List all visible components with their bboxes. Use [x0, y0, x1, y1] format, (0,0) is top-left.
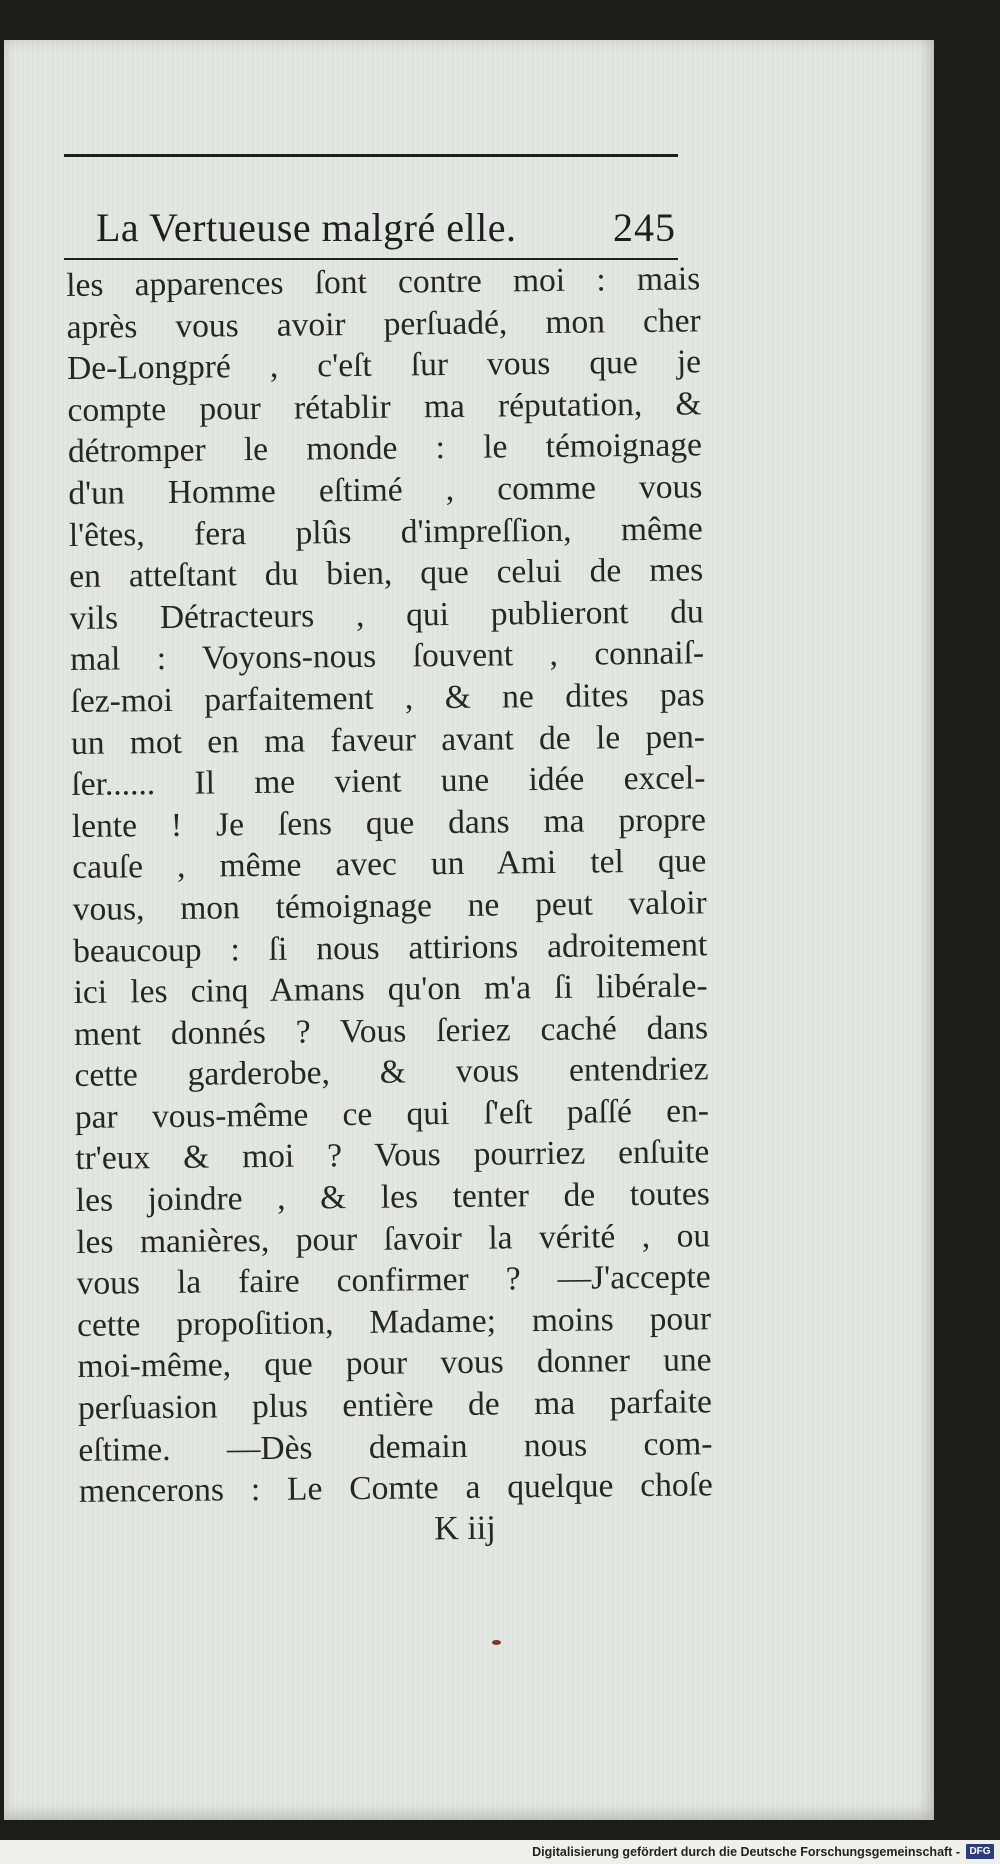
body-text: [66, 258, 713, 1512]
ink-spot: [492, 1640, 501, 1645]
dfg-logo-icon: DFG: [966, 1844, 994, 1859]
text-line: en atteſtant du bien, que celui de mes: [69, 551, 704, 596]
text-line: vous, mon témoignage ne peut valoir: [72, 884, 707, 928]
text-line: cette propoſition, Madame; moins pour: [76, 1300, 712, 1344]
text-line: mencerons : Le Comte a quelque choſe: [78, 1466, 714, 1511]
page-number: 245: [613, 205, 676, 250]
text-line: les apparences ſont contre moi : mais: [66, 260, 701, 304]
text-line: après vous avoir perſuadé, mon cher: [66, 301, 701, 346]
text-line: ici les cinq Amans qu'on m'a ſi libérale-: [73, 967, 708, 1012]
text-line: un mot en ma faveur avant de le pen-: [70, 717, 706, 762]
text-line: eſtime. —Dès demain nous com-: [78, 1424, 713, 1469]
text-line: lente ! Je ſens que dans ma propre: [71, 801, 707, 845]
running-header: [96, 200, 676, 256]
text-line: moi-même, que pour vous donner une: [77, 1341, 712, 1386]
text-line: tr'eux & moi ? Vous pourriez enſuite: [75, 1133, 710, 1178]
signature-mark: K iij: [434, 1509, 496, 1548]
text-line: compte pour rétablir ma réputation, &: [67, 385, 702, 429]
text-line: ment donnés ? Vous ſeriez caché dans: [73, 1009, 709, 1053]
running-title: La Vertueuse malgré elle.: [96, 205, 517, 250]
text-line: les joindre , & les tenter de toutes: [75, 1175, 710, 1220]
digitization-credit: Digitalisierung gefördert durch die Deutsche Forschungsgemeinschaft -: [532, 1845, 960, 1859]
text-line: cette garderobe, & vous entendriez: [74, 1050, 709, 1095]
text-line: détromper le monde : le témoignage: [67, 426, 703, 471]
digitization-footer: [0, 1840, 1000, 1864]
text-line: les manières, pour ſavoir la vérité , ou: [76, 1216, 711, 1261]
text-line: vous la faire confirmer ? —J'accepte: [76, 1258, 711, 1303]
text-line: ſez-moi parfaitement , & ne dites pas: [70, 676, 705, 720]
text-line: De-Longpré , c'eſt ſur vous que je: [66, 343, 702, 388]
text-line: ſer...... Il me vient une idée excel-: [71, 759, 706, 804]
text-line: d'un Homme eſtimé , comme vous: [68, 468, 703, 512]
text-line: beaucoup : ſi nous attirions adroitement: [72, 925, 708, 970]
header-rule-top: [64, 154, 678, 157]
text-line: cauſe , même avec un Ami tel que: [72, 842, 707, 887]
book-page: [4, 40, 934, 1820]
text-line: l'êtes, fera plûs d'impreſſion, même: [68, 509, 703, 554]
text-line: vils Détracteurs , qui publieront du: [69, 593, 704, 637]
text-line: par vous-même ce qui ſ'eſt paſſé en-: [74, 1092, 710, 1136]
text-line: perſuasion plus entière de ma parfaite: [77, 1383, 713, 1427]
text-line: mal : Voyons-nous ſouvent , connaiſ-: [69, 634, 705, 679]
